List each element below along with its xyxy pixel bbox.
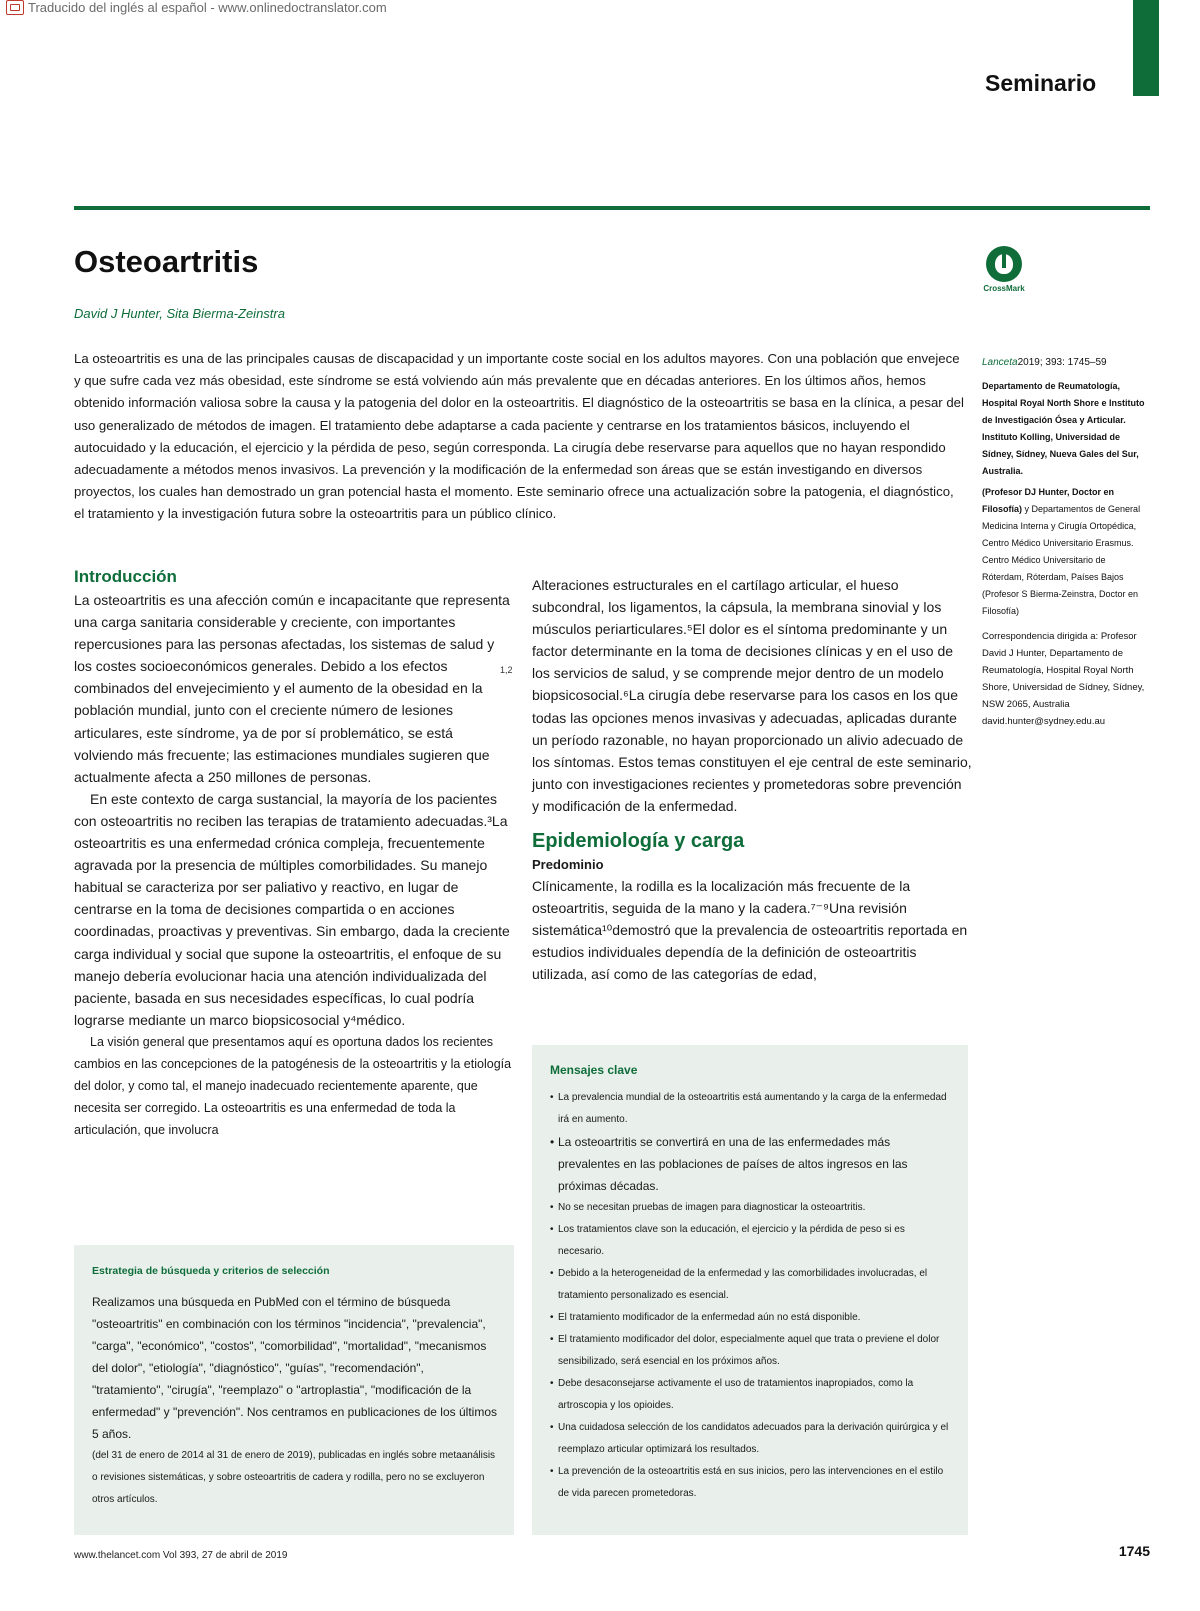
key-message-item: • La prevención de la osteoartritis está en sus inicios, pero las intervenciones en el estilo de vida parecen prometedoras. xyxy=(550,1461,950,1505)
paragraph-intro-3: La visión general que presentamos aquí es oportuna dados los recientes cambios en las concepciones de la patogénesis de la osteoartritis y la etiología del dolor, y como tal, el manejo inadecuado recientemente aparente, que necesita ser corregido. La osteoartritis es una enfermedad de toda la articulación, que involucra xyxy=(74,1034,512,1138)
search-strategy-heading: Estrategia de búsqueda y criterios de selección xyxy=(92,1265,330,1277)
paragraph-intro-2: En este contexto de carga sustancial, la mayoría de los pacientes con osteoartritis no reciben las terapias de tratamiento adecuadas.³La osteoartritis es una enfermedad crónica compleja, frecuentemente agravada por la presencia de múltiples comorbilidades. Su manejo habitual se caracteriza por ser paliativo y reactivo, en lugar de centrarse en la toma de decisiones compartida o en acciones coordinadas, proactivas y preventivas. Sin embargo, dada la creciente carga individual y social que supone la osteoartritis, el enfoque de su manejo debería evolucionar hacia una atención individualizada del paciente, basada en sus necesidades específicas, lo cual podría lograrse mediante un marco biopsicosocial y⁴médico. xyxy=(74,790,510,1028)
key-messages-box xyxy=(532,1045,968,1535)
paragraph-right-2: Clínicamente, la rodilla es la localización más frecuente de la osteoartritis, seguida de la mano y la cadera.⁷⁻⁹Una revisión sistemática¹⁰demostró que la prevalencia de osteoartritis reportada en estudios individuales dependía de la definición de osteoartritis utilizada, así como de las categorías de edad, xyxy=(532,878,968,983)
citation xyxy=(982,354,1150,371)
crossmark-icon xyxy=(986,246,1022,282)
key-message-item: • La prevalencia mundial de la osteoartritis está aumentando y la carga de la enfermedad irá en aumento. xyxy=(550,1087,950,1131)
key-message-item: • No se necesitan pruebas de imagen para diagnosticar la osteoartritis. xyxy=(550,1197,950,1219)
article-title: Osteoartritis xyxy=(74,244,259,279)
affiliation-2 xyxy=(982,484,1150,620)
document-translate-icon xyxy=(6,0,24,15)
search-strategy-box xyxy=(74,1245,514,1535)
reference-superscript: 1,2 xyxy=(500,665,513,675)
footer-journal: www.thelancet.com Vol 393, 27 de abril de 2019 xyxy=(74,1550,288,1561)
article-authors: David J Hunter, Sita Bierma-Zeinstra xyxy=(74,306,285,321)
key-messages-list xyxy=(550,1087,950,1505)
affiliation-2-author-b: (Profesor S Bierma-Zeinstra, Doctor en Filosofía) xyxy=(982,589,1139,616)
key-message-item: • La osteoartritis se convertirá en una de las enfermedades más prevalentes en las poblaciones de países de altos ingresos en las próximas décadas. xyxy=(550,1131,950,1197)
section-label: Seminario xyxy=(985,70,1097,96)
affiliation-2-text: y Departamentos de General Medicina Interna y Cirugía Ortopédica, Centro Médico Universitario Erasmus. Centro Médico Universitario de Róterdam, Róterdam, Países Bajos xyxy=(982,504,1141,582)
column-right xyxy=(532,574,972,986)
heading-introduccion: Introducción xyxy=(74,567,177,586)
key-message-item: • Una cuidadosa selección de los candidatos adecuados para la derivación quirúrgica y el reemplazo articular optimizará los resultados. xyxy=(550,1417,950,1461)
page-number: 1745 xyxy=(1118,1543,1150,1559)
paragraph-intro-1: La osteoartritis es una afección común e incapacitante que representa una carga sanitaria considerable y creciente, con importantes repercusiones para las personas afectadas, los sistemas de salud y los costes socioeconómicos generales. Debido a los efectos combinados del envejecimiento y el aumento de la obesidad en la población mundial, junto con el creciente número de lesiones articulares, este síndrome, ya de por sí problemático, se está volviendo más frecuente; las estimaciones mundiales sugieren que actualmente afecta a 250 millones de personas. xyxy=(74,592,510,785)
affiliation-2-author: (Profesor DJ Hunter, Doctor en Filosofía) xyxy=(982,487,1115,514)
citation-journal: Lanceta xyxy=(982,357,1018,368)
key-message-item: • El tratamiento modificador del dolor, especialmente aquel que trata o previene el dolor sensibilizado, será esencial en los próximos años. xyxy=(550,1329,950,1373)
section-color-tab xyxy=(1133,0,1159,96)
paragraph-right-1: Alteraciones estructurales en el cartílago articular, el hueso subcondral, los ligamentos, la cápsula, la membrana sinovial y los músculos periarticulares.⁵El dolor es el síntoma predominante y un factor determinante en la toma de decisiones clínicas y en el uso de los servicios de salud, y se comprende mejor dentro de un modelo biopsicosocial.⁶La cirugía debe reservarse para los casos en los que todas las opciones menos invasivas y adecuadas, aplicadas durante un período razonable, no hayan proporcionado un alivio adecuado de los síntomas. Estos temas constituyen el eje central de este seminario, junto con investigaciones recientes y prometedoras sobre prevención y modificación de la enfermedad. xyxy=(532,577,972,814)
heading-epidemiologia: Epidemiología y carga xyxy=(532,830,745,853)
search-strategy-text: Realizamos una búsqueda en PubMed con el término de búsqueda "osteoartritis" en combinación con los términos "incidencia", "prevalencia", "carga", "económico", "costos", "comorbilidad", "mortalidad", "mecanismos del dolor", "etiología", "diagnóstico", "guías", "recomendación", "tratamiento", "cirugía", "reemplazo" o "artroplastia", "modificación de la enfermedad" y "prevención". Nos centramos en publicaciones de los últimos 5 años. xyxy=(92,1295,497,1441)
translator-banner[interactable] xyxy=(6,0,387,15)
crossmark-badge[interactable] xyxy=(982,246,1026,293)
subheading-predominio: Predominio xyxy=(532,857,604,873)
affiliation-1: Departamento de Reumatología, Hospital Royal North Shore e Instituto de Investigación Ósea y Articular. Instituto Kolling, Universidad de Sídney, Sídney, Nueva Gales del Sur, Australia. xyxy=(982,381,1145,476)
correspondence: Correspondencia dirigida a: Profesor David J Hunter, Departamento de Reumatología, Hospital Royal North Shore, Universidad de Sídney, Sídney, NSW 2065, Australia david.hunter@sydney.edu.au xyxy=(982,631,1145,727)
key-messages-heading: Mensajes clave xyxy=(550,1063,638,1077)
citation-details: 2019; 393: 1745–59 xyxy=(1017,357,1107,368)
key-message-item: • Debido a la heterogeneidad de la enfermedad y las comorbilidades involucradas, el tratamiento personalizado es esencial. xyxy=(550,1263,950,1307)
crossmark-label: CrossMark xyxy=(983,284,1025,293)
key-message-item: • Debe desaconsejarse activamente el uso de tratamientos inapropiados, como la artroscopia y los opioides. xyxy=(550,1373,950,1417)
search-strategy-text-2: (del 31 de enero de 2014 al 31 de enero de 2019), publicadas en inglés sobre metaanálisis o revisiones sistemáticas, y sobre osteoartritis de cadera y rodilla, pero no se excluyeron otros artículos. xyxy=(92,1450,496,1505)
column-left xyxy=(74,565,514,1141)
header-rule xyxy=(74,206,1150,210)
abstract: La osteoartritis es una de las principales causas de discapacidad y un importante coste social en los adultos mayores. Con una población que envejece y que sufre cada vez más obesidad, este síndrome se está volviendo aún más prevalente que en décadas anteriores. En los últimos años, hemos obtenido información valiosa sobre la causa y la patogenia del dolor en la osteoartritis. El diagnóstico de la osteoartritis se basa en la clínica, a pesar del uso generalizado de métodos de imagen. El tratamiento debe adaptarse a cada paciente y centrarse en los tratamientos básicos, incluyendo el autocuidado y la educación, el ejercicio y la pérdida de peso, según corresponda. La cirugía debe reservarse para aquellos que no hayan respondido adecuadamente a métodos menos invasivos. La prevención y la modificación de la enfermedad son áreas que se están investigando en diversos proyectos, los cuales han demostrado un gran potencial hasta el momento. Este seminario ofrece una actualización sobre la patogenia, el diagnóstico, el tratamiento y la investigación futura sobre la osteoartritis para un público clínico. xyxy=(74,351,964,522)
key-message-item: • Los tratamientos clave son la educación, el ejercicio y la pérdida de peso si es necesario. xyxy=(550,1219,950,1263)
key-message-item: • El tratamiento modificador de la enfermedad aún no está disponible. xyxy=(550,1307,950,1329)
translator-link[interactable]: Traducido del inglés al español - www.onlinedoctranslator.com xyxy=(28,0,387,15)
